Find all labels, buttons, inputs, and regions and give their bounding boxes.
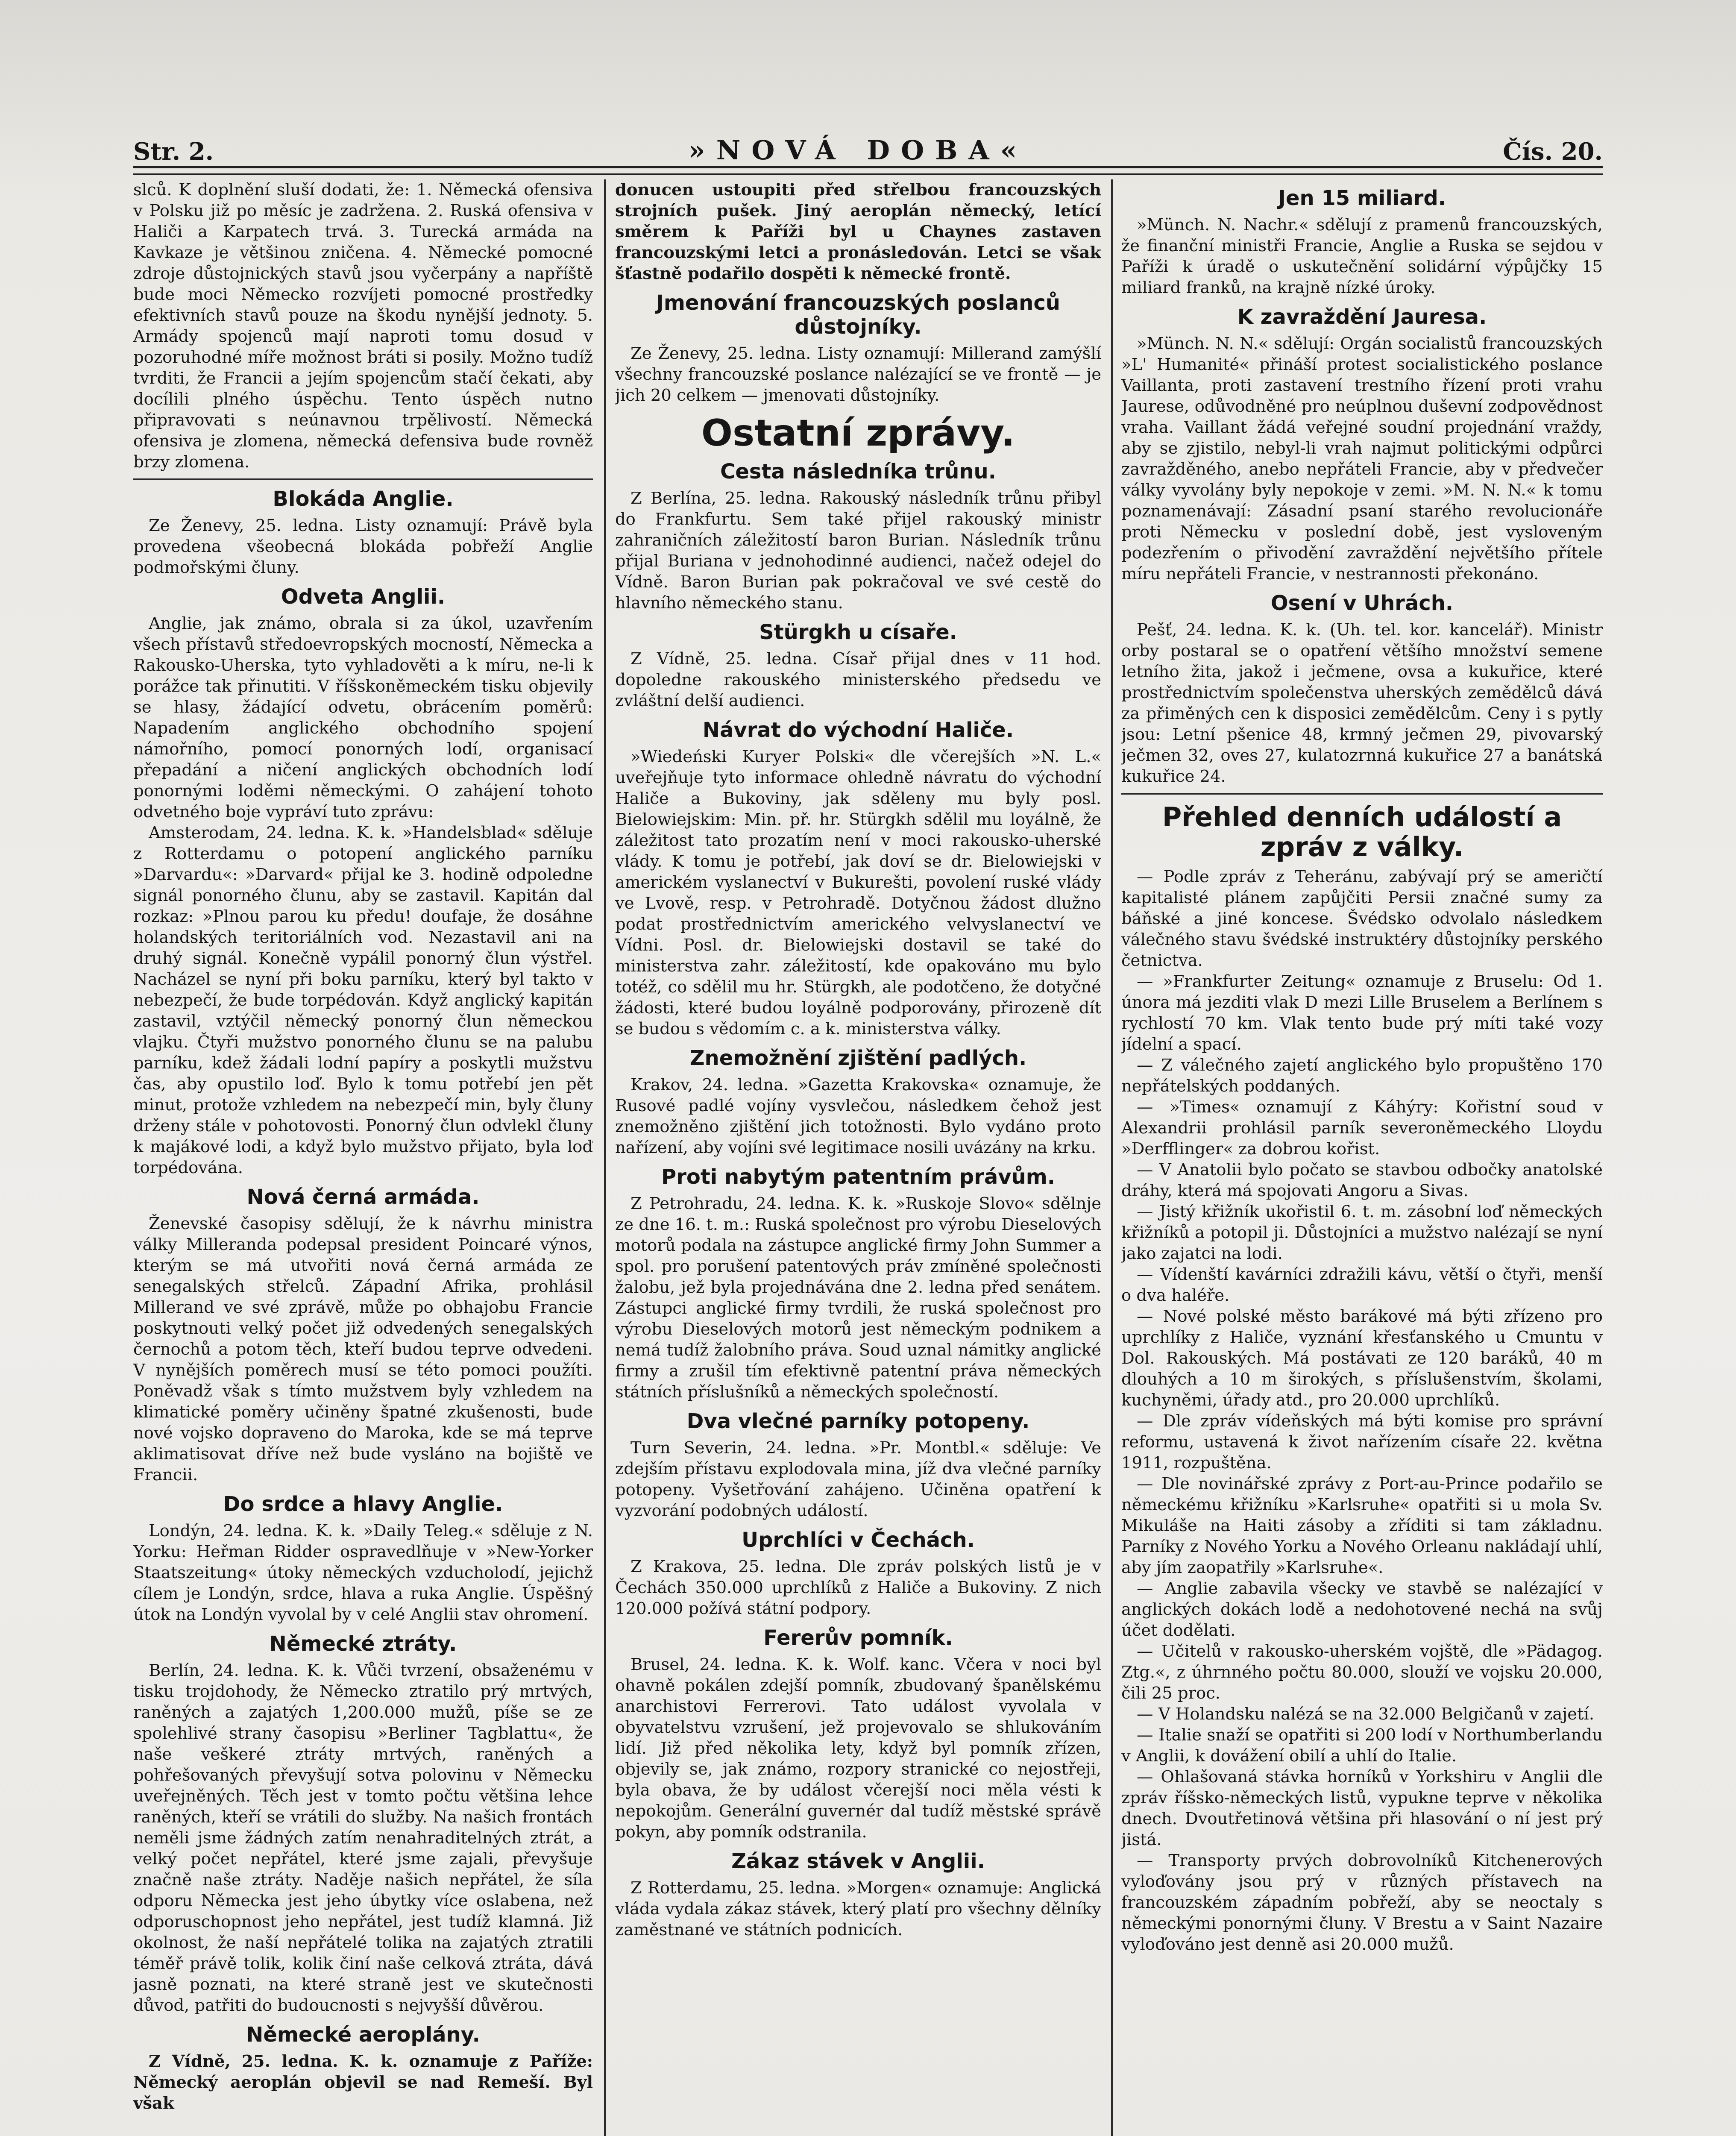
list-item: — »Times« oznamují z Káhýry: Kořistní soud v Alexandrii prohlásil parník severoněmeckého Lloydu »Derfflinger« za dobrou kořist. — [1121, 1097, 1603, 1159]
article-text: Pešť, 24. ledna. K. k. (Uh. tel. kor. kancelář). Ministr orby postaral se o opatření většího množství semene letního žita, jakož i ječmene, ovsa a kukuřice, které prostřednictvím společenstva uherských zemědělců dává za přiměných cen k disposici zemědělcům. Ceny i s pytly jsou: Letní pšenice 48, krmný ječmen 29, pivovarský ječmen 32, oves 27, kulatozrnná kukuřice 27 a banátská kukuřice 24. — [1121, 620, 1603, 786]
section-divider — [133, 478, 593, 480]
article-text: donucen ustoupiti před střelbou francouzských strojních pušek. Jiný aeroplán německý, letící směrem k Paříži byl u Chaynes zastaven francouzskými letci a pronásledován. Letci se však šťastně podařilo dospěti k německé frontě. — [615, 180, 1101, 283]
article-text: Londýn, 24. ledna. K. k. »Daily Teleg.« sděluje z N. Yorku: Heřman Ridder ospravedlňuje v »New-Yorker Staatszeitung« útoky německých vzducholodí, jejichž cílem je Londýn, srdce, hlava a ruka Anglie. Úspěšný útok na Londýn vyvolal by v celé Anglii stav ohromení. — [133, 1521, 593, 1624]
article-text: Z Berlína, 25. ledna. Rakouský následník trůnu přibyl do Frankfurtu. Sem také přijel rakouský ministr zahraničních záležitostí baron Burian. Následník trůnu přijal Buriana v jednohodinné audienci, načež odejel do Vídně. Baron Burian pak pokračoval ve své cestě do hlavního německého stanu. — [615, 489, 1101, 613]
article-text: Anglie, jak známo, obrala si za úkol, uzavřením všech přístavů středoevropských mocností, Německa a Rakousko-Uherska, tyto vyhladověti a k míru, ne-li k porážce tak přinutiti. V říšskoněmeckém tisku objevily se hlasy, žádající odvetu, obrácením poměrů: Napadením anglického obchodního spojení námořního, pomocí ponorných lodí, organisací přepadání a ničení anglických obchodních lodí ponornými loděmi německými. O zahájení tohoto odvetného boje vypráví tuto zprávu: — [133, 614, 593, 822]
article-heading: Německé ztráty. — [269, 1632, 457, 1656]
list-item: — Jistý křižník ukořistil 6. t. m. zásobní loď německých křižníků a potopil ji. Důstojníci a mužstvo nalézají se nyní jako zajatci na lodi. — [1121, 1202, 1603, 1263]
article-text: Z Krakova, 25. ledna. Dle zpráv polských listů je v Čechách 350.000 uprchlíků z Haliče a Bukoviny. Z nich 120.000 požívá státní podpory. — [615, 1557, 1101, 1618]
section-divider — [1121, 793, 1603, 795]
list-item: — Vídenští kavárníci zdražili kávu, větší o čtyři, menší o dva haléře. — [1121, 1265, 1603, 1305]
article-text: »Münch. N. Nachr.« sdělují z pramenů francouzských, že finanční ministři Francie, Anglie a Ruska se sejdou v Paříži k úradě o uskutečnění solidární výpůjčky 15 miliard franků, na krajně nízké úroky. — [1121, 215, 1603, 297]
list-item: — Podle zpráv z Teheránu, zabývají prý se američtí kapitalisté plánem zapůjčiti Persii značné sumy za báňské a jiné koncese. Švédsko odvolalo následkem válečného stavu švédské instruktéry důstojníky perského četnictva. — [1121, 867, 1603, 970]
article-text: Brusel, 24. ledna. K. k. Wolf. kanc. Včera v noci byl ohavně pokálen zdejší pomník, zbudovaný španělskému anarchistovi Ferrerovi. Tato událost vyvolala v obyvatelstvu vzrušení, jež projevovalo se shlukováním lidí. Již před několika lety, když byl pomník zřízen, objevily se, jak známo, rozpory stranické co nejostřeji, byla obava, že by událost včerejší noci měla vésti k nepokojům. Generální guvernér dal tudíž městské správě pokyn, aby pomník odstranila. — [615, 1655, 1101, 1842]
news-list — [1121, 866, 1603, 1955]
article-heading: Fererův pomník. — [763, 1626, 953, 1650]
column-3 — [1121, 179, 1603, 2136]
list-item: — Dle novinářské zprávy z Port-au-Prince podařilo se německému křižníku »Karlsruhe« opatřiti si u mola Sv. Mikuláše na Haiti zásoby a zříditi si tam základnu. Parníky z Nového Yorku a Nového Orleanu nakládají uhlí, aby jím zaopatřily »Karlsruhe«. — [1121, 1474, 1603, 1577]
list-item: — »Frankfurter Zeitung« oznamuje z Bruselu: Od 1. února má jezditi vlak D mezi Lille Bruselem a Berlínem s rychlostí 70 km. Vlak tento bude prý míti také vozy jídelní a spací. — [1121, 972, 1603, 1054]
list-item: — Italie snaží se opatřiti si 200 lodí v Northumberlandu v Anglii, k dovážení obilí a uhlí do Italie. — [1121, 1725, 1603, 1766]
section-heading: Přehled denních událostí a zpráv z války. — [1162, 801, 1562, 863]
article-text: Z Vídně, 25. ledna. Císař přijal dnes v 11 hod. dopoledne rakouského ministerského předsedu ve zvláštní delší audienci. — [615, 649, 1101, 710]
article-text: Turn Severin, 24. ledna. »Pr. Montbl.« sděluje: Ve zdejším přístavu explodovala mina, jíž dva vlečné parníky potopeny. Vyšetřování zahájeno. Učiněna opatření k vyzvorání podobných událostí. — [615, 1438, 1101, 1520]
list-item: — Z válečného zajetí anglického bylo propuštěno 170 nepřátelských poddaných. — [1121, 1056, 1603, 1096]
article-heading: Proti nabytým patentním právům. — [661, 1165, 1055, 1189]
article-heading: Nová černá armáda. — [246, 1185, 480, 1209]
article-heading: K zavraždění Jauresa. — [1237, 305, 1487, 329]
article-heading: Uprchlíci v Čechách. — [742, 1528, 975, 1552]
article-heading: Jen 15 miliard. — [1278, 186, 1446, 210]
section-heading: Ostatní zprávy. — [701, 412, 1015, 455]
article-text: slců. K doplnění sluší dodati, že: 1. Německá ofensiva v Polsku již po měsíc je zadržena. 2. Ruská ofensiva v Haliči a Karpatech trvá. 3. Turecká armáda na Kavkaze je většinou zničena. 4. Německé pomocné zdroje důstojnických stavů jsou vyčerpány a napříště bude moci Německo rozvíjeti pomocné prostředky efektivních stavů pouze na škodu nynější jednoty. 5. Armády spojenců mají naproti tomu dosud v pozoruhodné míře možnost bráti si posily. Možno tudíž tvrditi, že Francii a jejím spojencům stačí čekati, aby docílili plného úspěchu. Tento úspěch nutno připravovati s neúnavnou trpělivostí. Německá ofensiva je zlomena, německá defensiva bude rovněž brzy zlomena. — [133, 180, 593, 472]
article-text: »Münch. N. N.« sdělují: Orgán socialistů francouzských »L' Humanité« přináší protest socialistického poslance Vaillanta, proti zastavení trestního řízení proti vrahu Jaurese, odůvodněné pro neúplnou duševní zodpovědnost vraha. Vaillant žádá veřejné soudní projednání vraždy, aby se zjistilo, nebyl-li vrah najmut politickými odpůrci zavražděného, anebo nepřáteli Francie, aby v předvečer války vyvolány byly nepokoje v zemi. »M. N. N.« k tomu poznamenávají: Zásadní psaní starého revolucionáře proti Německu v poslední době, jest vysloveným podezřením o přivodění zavraždění největšího přítele míru nepřáteli Francie, v nestrannosti překonáno. — [1121, 334, 1603, 584]
article-text: Berlín, 24. ledna. K. k. Vůči tvrzení, obsaženému v tisku trojdohody, že Německo ztratilo prý mrtvých, raněných a zajatých 1,200.000 mužů, píše se ze spolehlivé strany časopisu »Berliner Tagblattu«, že naše veškeré ztráty mrtvých, raněných a pohřešovaných převyšují sotva polovinu v Německu uveřejněných. Těch jest v tomto počtu většina lehce raněných, kteří se vrátili do služby. Na našich frontách neměli jsme žádných zatím nenahraditelných ztrát, a velký počet nepřátel, které jsme zajali, převyšuje značně naše ztráty. Naděje našich nepřátel, že síla odporu Německa jest jeho úbytky více oslabena, než odporuschopnost jeho nepřátel, jest tudíž klamná. Již okolnost, že naší nepřátelé tolika na zajatých ztratili téměř právě tolik, kolik činí naše celková ztráta, dává jasně poznati, na které straně jest ve skutečnosti důvod, patřiti do budoucnosti s nejvyšší důvěrou. — [133, 1661, 593, 2015]
article-heading: Odveta Anglii. — [281, 585, 446, 609]
article-heading: Stürgkh u císaře. — [759, 620, 957, 644]
column-1 — [133, 179, 593, 2136]
article-text: Krakov, 24. ledna. »Gazetta Krakovska« oznamuje, že Rusové padlé vojíny vysvlečou, následkem čehož jest znemožněno zjištění jich totožnosti. Bylo vydáno proto nařízení, aby vojíni své legitimace nosili uvázány na krku. — [615, 1075, 1101, 1157]
article-text: Ze Ženevy, 25. ledna. Listy oznamují: Millerand zamýšlí všechny francouzské poslance nalézající se ve frontě — je jich 20 celkem — jmenovati důstojníky. — [615, 344, 1101, 405]
article-heading: Zákaz stávek v Anglii. — [731, 1849, 985, 1873]
list-item: — V Holandsku nalézá se na 32.000 Belgičanů v zajetí. — [1137, 1705, 1595, 1724]
column-divider — [604, 179, 606, 2136]
article-heading: Osení v Uhrách. — [1270, 591, 1454, 615]
article-heading: Znemožnění zjištění padlých. — [689, 1046, 1027, 1070]
article-text: Z Rotterdamu, 25. ledna. »Morgen« oznamuje: Anglická vláda vydala zákaz stávek, který platí pro všechny dělníky zaměstnané ve státních podnicích. — [615, 1878, 1101, 1939]
article-heading: Cesta následníka trůnu. — [720, 460, 996, 484]
issue-number: Čís. 20. — [1503, 138, 1603, 166]
column-divider — [1111, 179, 1113, 2136]
article-heading: Jmenování francouzských poslanců důstojníky. — [656, 291, 1060, 339]
article-text: Z Petrohradu, 24. ledna. K. k. »Ruskoje Slovo« sdělnje ze dne 16. t. m.: Ruská společnost pro výrobu Dieselových motorů podala na zástupce anglické firmy John Summer a spol. pro porušení patentových práv zmíněné společnosti žalobu, jež byla projednávána dne 2. ledna před senátem. Zástupci anglické firmy tvrdili, že ruská společnost pro výrobu Dieselových motorů jest německým podnikem a nemá tudíž žalobního práva. Soud uznal námitky anglické firmy a zrušil tím efektivně patentní práva německých státních příslušníků a německých společností. — [615, 1194, 1101, 1402]
column-2 — [615, 179, 1101, 2136]
list-item: — Nové polské město barákové má býti zřízeno pro uprchlíky z Haliče, vyznání křesťanského u Cmuntu v Dol. Rakouských. Má postávati ze 120 baráků, 40 m dlouhých a 10 m širokých, s příslušenstvím, školami, kuchyněmi, úřady atd., pro 20.000 uprchlíků. — [1121, 1307, 1603, 1410]
list-item: — Učitelů v rakousko-uherském vojště, dle »Pädagog. Ztg.«, z úhrnného počtu 80.000, slouží ve vojsku 20.000, čili 25 proc. — [1121, 1642, 1603, 1703]
article-text: Ze Ženevy, 25. ledna. Listy oznamují: Právě byla provedena všeobecná blokáda pobřeží Anglie podmořskými čluny. — [133, 516, 593, 577]
list-item: — Anglie zabavila všecky ve stavbě se nalézající v anglických dokách lodě a nedohotovené nechá na svůj účet dodělati. — [1121, 1579, 1603, 1640]
article-text: Z Vídně, 25. ledna. K. k. oznamuje z Paříže: Německý aeroplán objevil se nad Remeší. Byl však — [133, 2052, 593, 2113]
list-item: — Transporty prvých dobrovolníků Kitchenerových vyloďovány jsou prý v různých přístavech na francouzském západním pobřeží, aby se neoctaly s německými ponornými čluny. V Brestu a v Saint Nazaire vyloďováno jest denně asi 20.000 mužů. — [1121, 1851, 1603, 1954]
page-number: Str. 2. — [133, 138, 214, 166]
article-text: Amsterodam, 24. ledna. K. k. »Handelsblad« sděluje z Rotterdamu o potopení anglického parníku »Darvardu«: »Darvard« přijal ke 3. hodině odpoledne signál ponorného člunu, aby se zastavil. Kapitán dal rozkaz: »Plnou parou ku předu! doufaje, že dosáhne holandských teritoriálních vod. Nezastavil ani na druhý signál. Konečně vypálil ponorný člun výstřel. Nacházel se nyní při boku parníku, který byl takto v nebezpečí, že bude torpédován. Když anglický kapitán zastavil, vztýčil německý ponorný člun německou vlajku. Čtyři mužstvo ponorného člunu se na palubu parníku, kdež žádali lodní papíry a poskytli mužstvu čas, aby opustilo loď. Bylo k tomu potřebí jen pět minut, protože vzhledem na nebezpečí min, byly čluny drženy stále v pohotovosti. Ponorný člun odvlekl čluny k majákové lodi, a když bylo mužstvo přijato, byla loď torpédována. — [133, 823, 593, 1177]
article-text: Ženevské časopisy sdělují, že k návrhu ministra války Milleranda podepsal president Poincaré výnos, kterým se má utvořiti nová černá armáda ze senegalských střelců. Západní Afrika, prohlásil Millerand ve své zprávě, může po obhajobu Francie poskytnouti velký počet již odvedených senegalských černochů a potom těch, kteří budou teprve odvedeni. V nynějších poměrech musí se této pomoci použíti. Poněvadž však s tímto mužstvem byly vzhledem na klimatické poměry učiněny špatné zkušenosti, bude nové vojsko dopraveno do Maroka, kde se má teprve aklimatisovat dříve než bude vysláno na bojiště ve Francii. — [133, 1214, 593, 1485]
masthead — [133, 125, 1603, 166]
newspaper-title: »NOVÁ DOBA« — [688, 135, 1028, 166]
article-heading: Německé aeroplány. — [246, 2023, 480, 2047]
article-heading: Do srdce a hlavy Anglie. — [223, 1492, 503, 1516]
list-item: — V Anatolii bylo počato se stavbou odbočky anatolské dráhy, která má spojovati Angoru a Sivas. — [1121, 1160, 1603, 1200]
article-heading: Blokáda Anglie. — [273, 487, 454, 511]
list-item: — Dle zpráv vídeňských má býti komise pro správní reformu, ustavená k život nařízením císaře 22. května 1911, rozpuštěna. — [1121, 1411, 1603, 1473]
article-heading: Návrat do východní Haliče. — [702, 718, 1014, 742]
list-item: — Ohlašovaná stávka horníků v Yorkshiru v Anglii dle zpráv říšsko-německých listů, vypukne teprve v několika dnech. Dvoutřetinová většina při hlasování o ní jest prý jistá. — [1121, 1767, 1603, 1849]
article-heading: Dva vlečné parníky potopeny. — [686, 1409, 1030, 1433]
masthead-rule — [133, 166, 1603, 175]
article-text: »Wiedeński Kuryer Polski« dle včerejších »N. L.« uveřejňuje tyto informace ohledně návratu do východní Haliče a Bukoviny, jak sděleny mu byly posl. Bielowiejskim: Min. př. hr. Stürgkh sdělil mu loyálně, že záležitost tato prozatím není v moci rakousko-uherské vlády. K tomu je potřebí, jak doví se dr. Bielowiejski v americkém vyslanectví v Bukurešti, povolení ruské vlády ve Lvově, resp. v Petrohradě. Dotyčnou žádost dlužno podat prostřednictvím amerického velvyslanectví ve Vídni. Posl. dr. Bielowiejski dostavil se také do ministerstva zahr. záležitostí, kde opakováno mu bylo totéž, co sdělil mu hr. Stürgkh, ale podotčeno, že dotyčné žádosti, které budou loyálně podporovány, přirozeně dít se budou s vědomím c. a k. ministerstva války. — [615, 747, 1101, 1039]
